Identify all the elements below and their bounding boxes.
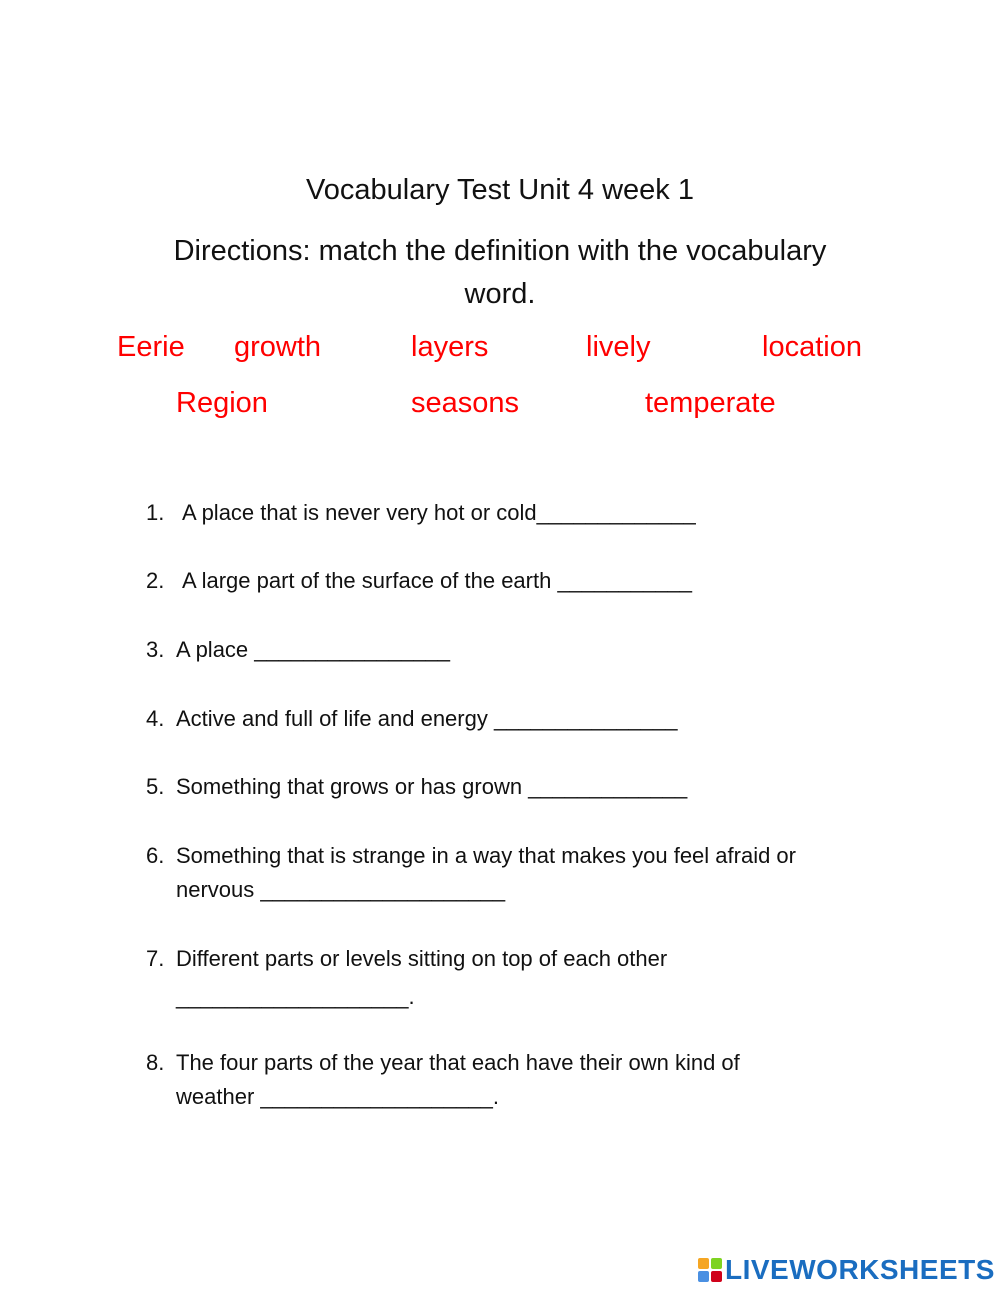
word-growth: growth — [234, 331, 322, 363]
question-text: Something that is strange in a way that makes you feel afraid or — [176, 843, 796, 868]
logo-mark-icon — [698, 1258, 722, 1282]
question-text: A place ________________ — [176, 637, 451, 662]
question-number: 4. — [146, 706, 165, 731]
logo-square — [711, 1271, 722, 1282]
word-seasons: seasons — [411, 387, 520, 419]
question-text: The four parts of the year that each have their own kind of — [176, 1050, 740, 1075]
word-layers: layers — [411, 331, 489, 363]
logo-square — [698, 1271, 709, 1282]
word-region: Region — [176, 387, 268, 419]
word-location: location — [762, 331, 862, 363]
brand-name: LIVEWORKSHEETS — [725, 1254, 995, 1285]
question-number: 6. — [146, 843, 165, 868]
question-text: Active and full of life and energy _______________ — [176, 706, 678, 731]
question-text: A place that is never very hot or cold_____________ — [182, 500, 696, 525]
question-number: 5. — [146, 774, 165, 799]
question-number: 3. — [146, 637, 165, 662]
question-text-line2: weather ___________________. — [176, 1084, 499, 1109]
logo-square — [711, 1258, 722, 1269]
directions-text: Directions: match the definition with the vocabulary word. — [173, 235, 827, 310]
question-text: Different parts or levels sitting on top of each other — [176, 946, 668, 971]
question-number: 7. — [146, 946, 165, 971]
question-text: A large part of the surface of the earth ___________ — [182, 568, 693, 593]
worksheet-title: Vocabulary Test Unit 4 week 1 — [306, 174, 694, 206]
question-number: 2. — [146, 568, 165, 593]
word-temperate: temperate — [645, 387, 776, 419]
word-lively: lively — [586, 331, 651, 363]
question-number: 1. — [146, 500, 165, 525]
question-text-line2: nervous ____________________ — [176, 877, 506, 902]
logo-square — [698, 1258, 709, 1269]
liveworksheets-logo — [698, 1255, 995, 1285]
word-eerie: Eerie — [117, 331, 185, 363]
question-text: Something that grows or has grown _____________ — [176, 774, 688, 799]
question-text-line2: ___________________. — [176, 984, 415, 1009]
question-number: 8. — [146, 1050, 165, 1075]
